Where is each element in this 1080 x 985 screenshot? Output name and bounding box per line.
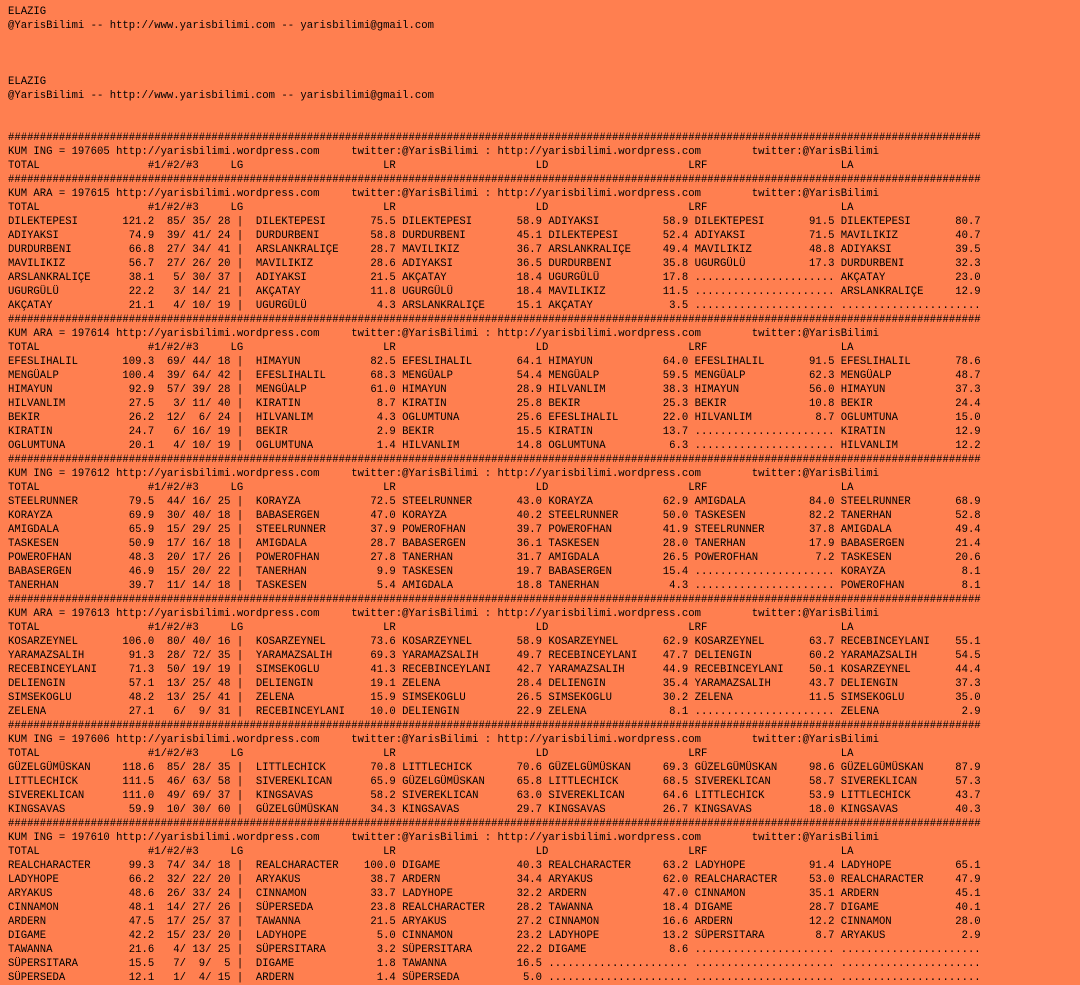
column-header: TOTAL #1/#2/#3 LG LR LD LRF LA xyxy=(8,160,854,172)
section-separator: ######################################################################################################################################################### xyxy=(8,454,981,466)
result-row: KORAYZA 69.9 30/ 40/ 18 | BABASERGEN 47.0 KORAYZA 40.2 STEELRUNNER 50.0 TASKESEN 82.2 TANERHAN 52.8 xyxy=(8,510,981,522)
section-separator: ######################################################################################################################################################### xyxy=(8,132,981,144)
result-row: MENGÜALP 100.4 39/ 64/ 42 | EFESLIHALIL 68.3 MENGÜALP 54.4 MENGÜALP 59.5 MENGÜALP 62.3 MENGÜALP 48.7 xyxy=(8,370,981,382)
result-row: DELIENGIN 57.1 13/ 25/ 48 | DELIENGIN 19.1 ZELENA 28.4 DELIENGIN 35.4 YARAMAZSALIH 43.7 DELIENGIN 37.3 xyxy=(8,678,981,690)
race-header: KUM ARA = 197615 http://yarisbilimi.wordpress.com twitter:@YarisBilimi : http://yarisbilimi.wordpress.com twitter:@YarisBilimi xyxy=(8,188,879,200)
section-separator: ######################################################################################################################################################### xyxy=(8,818,981,830)
result-row: SIMSEKOGLU 48.2 13/ 25/ 41 | ZELENA 15.9 SIMSEKOGLU 26.5 SIMSEKOGLU 30.2 ZELENA 11.5 SIMSEKOGLU 35.0 xyxy=(8,692,981,704)
column-header: TOTAL #1/#2/#3 LG LR LD LRF LA xyxy=(8,748,854,760)
result-row: SÜPERSEDA 12.1 1/ 4/ 15 | ARDERN 1.4 SÜPERSEDA 5.0 ...................... ...................... ...................... xyxy=(8,972,981,984)
result-row: DURDURBENI 66.8 27/ 34/ 41 | ARSLANKRALIÇE 28.7 MAVILIKIZ 36.7 ARSLANKRALIÇE 49.4 MAVILIKIZ 48.8 ADIYAKSI 39.5 xyxy=(8,244,981,256)
column-header: TOTAL #1/#2/#3 LG LR LD LRF LA xyxy=(8,342,854,354)
result-row: OGLUMTUNA 20.1 4/ 10/ 19 | OGLUMTUNA 1.4 HILVANLIM 14.8 OGLUMTUNA 6.3 ...................... HILVANLIM 12.2 xyxy=(8,440,981,452)
result-row: DILEKTEPESI 121.2 85/ 35/ 28 | DILEKTEPESI 75.5 DILEKTEPESI 58.9 ADIYAKSI 58.9 DILEKTEPESI 91.5 DILEKTEPESI 80.7 xyxy=(8,216,981,228)
result-row: SIVEREKLICAN 111.0 49/ 69/ 37 | KINGSAVAS 58.2 SIVEREKLICAN 63.0 SIVEREKLICAN 64.6 LITTLECHICK 53.9 LITTLECHICK 43.7 xyxy=(8,790,981,802)
blank-line xyxy=(8,47,1080,61)
result-row: CINNAMON 48.1 14/ 27/ 26 | SÜPERSEDA 23.8 REALCHARACTER 28.2 TAWANNA 18.4 DIGAME 28.7 DIGAME 40.1 xyxy=(8,902,981,914)
result-row: UGURGÜLÜ 22.2 3/ 14/ 21 | AKÇATAY 11.8 UGURGÜLÜ 18.4 MAVILIKIZ 11.5 ...................... ARSLANKRALIÇE 12.9 xyxy=(8,286,981,298)
result-row: HIMAYUN 92.9 57/ 39/ 28 | MENGÜALP 61.0 HIMAYUN 28.9 HILVANLIM 38.3 HIMAYUN 56.0 HIMAYUN 37.3 xyxy=(8,384,981,396)
result-row: EFESLIHALIL 109.3 69/ 44/ 18 | HIMAYUN 82.5 EFESLIHALIL 64.1 HIMAYUN 64.0 EFESLIHALIL 91.5 EFESLIHALIL 78.6 xyxy=(8,356,981,368)
race-header: KUM ING = 197612 http://yarisbilimi.wordpress.com twitter:@YarisBilimi : http://yarisbilimi.wordpress.com twitter:@YarisBilimi xyxy=(8,468,879,480)
result-row: KIRATIN 24.7 6/ 16/ 19 | BEKIR 2.9 BEKIR 15.5 KIRATIN 13.7 ...................... KIRATIN 12.9 xyxy=(8,426,981,438)
blank-line xyxy=(8,61,1080,75)
result-row: LITTLECHICK 111.5 46/ 63/ 58 | SIVEREKLICAN 65.9 GÜZELGÜMÜSKAN 65.8 LITTLECHICK 68.5 SIVEREKLICAN 58.7 SIVEREKLICAN 57.3 xyxy=(8,776,981,788)
result-row: POWEROFHAN 48.3 20/ 17/ 26 | POWEROFHAN 27.8 TANERHAN 31.7 AMIGDALA 26.5 POWEROFHAN 7.2 TASKESEN 20.6 xyxy=(8,552,981,564)
race-header: KUM ARA = 197614 http://yarisbilimi.wordpress.com twitter:@YarisBilimi : http://yarisbilimi.wordpress.com twitter:@YarisBilimi xyxy=(8,328,879,340)
result-row: SÜPERSITARA 15.5 7/ 9/ 5 | DIGAME 1.8 TAWANNA 16.5 ...................... ...................... ...................... xyxy=(8,958,981,970)
result-row: STEELRUNNER 79.5 44/ 16/ 25 | KORAYZA 72.5 STEELRUNNER 43.0 KORAYZA 62.9 AMIGDALA 84.0 STEELRUNNER 68.9 xyxy=(8,496,981,508)
result-row: BABASERGEN 46.9 15/ 20/ 22 | TANERHAN 9.9 TASKESEN 19.7 BABASERGEN 15.4 ...................... KORAYZA 8.1 xyxy=(8,566,981,578)
section-separator: ######################################################################################################################################################### xyxy=(8,314,981,326)
column-header: TOTAL #1/#2/#3 LG LR LD LRF LA xyxy=(8,202,854,214)
column-header: TOTAL #1/#2/#3 LG LR LD LRF LA xyxy=(8,846,854,858)
result-row: YARAMAZSALIH 91.3 28/ 72/ 35 | YARAMAZSALIH 69.3 YARAMAZSALIH 49.7 RECEBINCEYLANI 47.7 DELIENGIN 60.2 YARAMAZSALIH 54.5 xyxy=(8,650,981,662)
result-row: TAWANNA 21.6 4/ 13/ 25 | SÜPERSITARA 3.2 SÜPERSITARA 22.2 DIGAME 8.6 ...................... ...................... xyxy=(8,944,981,956)
race-header: KUM ING = 197610 http://yarisbilimi.wordpress.com twitter:@YarisBilimi : http://yarisbilimi.wordpress.com twitter:@YarisBilimi xyxy=(8,832,879,844)
result-row: ARDERN 47.5 17/ 25/ 37 | TAWANNA 21.5 ARYAKUS 27.2 CINNAMON 16.6 ARDERN 12.2 CINNAMON 28.0 xyxy=(8,916,981,928)
result-row: ARYAKUS 48.6 26/ 33/ 24 | CINNAMON 33.7 LADYHOPE 32.2 ARDERN 47.0 CINNAMON 35.1 ARDERN 45.1 xyxy=(8,888,981,900)
result-row: LADYHOPE 66.2 32/ 22/ 20 | ARYAKUS 38.7 ARDERN 34.4 ARYAKUS 62.0 REALCHARACTER 53.0 REALCHARACTER 47.9 xyxy=(8,874,981,886)
column-header: TOTAL #1/#2/#3 LG LR LD LRF LA xyxy=(8,622,854,634)
result-row: KOSARZEYNEL 106.0 80/ 40/ 16 | KOSARZEYNEL 73.6 KOSARZEYNEL 58.9 KOSARZEYNEL 62.9 KOSARZEYNEL 63.7 RECEBINCEYLANI 55.1 xyxy=(8,636,981,648)
contact-line: @YarisBilimi -- http://www.yarisbilimi.com -- yarisbilimi@gmail.com xyxy=(8,90,434,102)
section-separator: ######################################################################################################################################################### xyxy=(8,174,981,186)
race-header: KUM ING = 197606 http://yarisbilimi.wordpress.com twitter:@YarisBilimi : http://yarisbilimi.wordpress.com twitter:@YarisBilimi xyxy=(8,734,879,746)
blank-line xyxy=(8,103,1080,117)
result-row: TANERHAN 39.7 11/ 14/ 18 | TASKESEN 5.4 AMIGDALA 18.8 TANERHAN 4.3 ...................... POWEROFHAN 8.1 xyxy=(8,580,981,592)
result-row: ZELENA 27.1 6/ 9/ 31 | RECEBINCEYLANI 10.0 DELIENGIN 22.9 ZELENA 8.1 ...................... ZELENA 2.9 xyxy=(8,706,981,718)
result-row: GÜZELGÜMÜSKAN 118.6 85/ 28/ 35 | LITTLECHICK 70.8 LITTLECHICK 70.6 GÜZELGÜMÜSKAN 69.3 GÜZELGÜMÜSKAN 98.6 GÜZELGÜMÜSKAN 87.9 xyxy=(8,762,981,774)
blank-line xyxy=(8,33,1080,47)
result-row: TASKESEN 50.9 17/ 16/ 18 | AMIGDALA 28.7 BABASERGEN 36.1 TASKESEN 28.0 TANERHAN 17.9 BABASERGEN 21.4 xyxy=(8,538,981,550)
section-separator: ######################################################################################################################################################### xyxy=(8,594,981,606)
contact-line: @YarisBilimi -- http://www.yarisbilimi.com -- yarisbilimi@gmail.com xyxy=(8,20,434,32)
blank-line xyxy=(8,117,1080,131)
result-row: AMIGDALA 65.9 15/ 29/ 25 | STEELRUNNER 37.9 POWEROFHAN 39.7 POWEROFHAN 41.9 STEELRUNNER 37.8 AMIGDALA 49.4 xyxy=(8,524,981,536)
section-separator: ######################################################################################################################################################### xyxy=(8,720,981,732)
result-row: KINGSAVAS 59.9 10/ 30/ 60 | GÜZELGÜMÜSKAN 34.3 KINGSAVAS 29.7 KINGSAVAS 26.7 KINGSAVAS 18.0 KINGSAVAS 40.3 xyxy=(8,804,981,816)
result-row: AKÇATAY 21.1 4/ 10/ 19 | UGURGÜLÜ 4.3 ARSLANKRALIÇE 15.1 AKÇATAY 3.5 ...................... ...................... xyxy=(8,300,981,312)
result-row: MAVILIKIZ 56.7 27/ 26/ 20 | MAVILIKIZ 28.6 ADIYAKSI 36.5 DURDURBENI 35.8 UGURGÜLÜ 17.3 DURDURBENI 32.3 xyxy=(8,258,981,270)
race-header: KUM ARA = 197613 http://yarisbilimi.wordpress.com twitter:@YarisBilimi : http://yarisbilimi.wordpress.com twitter:@YarisBilimi xyxy=(8,608,879,620)
result-row: ARSLANKRALIÇE 38.1 5/ 30/ 37 | ADIYAKSI 21.5 AKÇATAY 18.4 UGURGÜLÜ 17.8 ...................... AKÇATAY 23.0 xyxy=(8,272,981,284)
column-header: TOTAL #1/#2/#3 LG LR LD LRF LA xyxy=(8,482,854,494)
location-title: ELAZIG xyxy=(8,76,47,88)
result-row: HILVANLIM 27.5 3/ 11/ 40 | KIRATIN 8.7 KIRATIN 25.8 BEKIR 25.3 BEKIR 10.8 BEKIR 24.4 xyxy=(8,398,981,410)
result-row: BEKIR 26.2 12/ 6/ 24 | HILVANLIM 4.3 OGLUMTUNA 25.6 EFESLIHALIL 22.0 HILVANLIM 8.7 OGLUMTUNA 15.0 xyxy=(8,412,981,424)
race-header: KUM ING = 197605 http://yarisbilimi.wordpress.com twitter:@YarisBilimi : http://yarisbilimi.wordpress.com twitter:@YarisBilimi xyxy=(8,146,879,158)
result-row: DIGAME 42.2 15/ 23/ 20 | LADYHOPE 5.0 CINNAMON 23.2 LADYHOPE 13.2 SÜPERSITARA 8.7 ARYAKUS 2.9 xyxy=(8,930,981,942)
result-row: RECEBINCEYLANI 71.3 50/ 19/ 19 | SIMSEKOGLU 41.3 RECEBINCEYLANI 42.7 YARAMAZSALIH 44.9 RECEBINCEYLANI 50.1 KOSARZEYNEL 44.4 xyxy=(8,664,981,676)
location-title: ELAZIG xyxy=(8,6,47,18)
result-row: REALCHARACTER 99.3 74/ 34/ 18 | REALCHARACTER 100.0 DIGAME 40.3 REALCHARACTER 63.2 LADYHOPE 91.4 LADYHOPE 65.1 xyxy=(8,860,981,872)
result-row: ADIYAKSI 74.9 39/ 41/ 24 | DURDURBENI 58.8 DURDURBENI 45.1 DILEKTEPESI 52.4 ADIYAKSI 71.5 MAVILIKIZ 40.7 xyxy=(8,230,981,242)
